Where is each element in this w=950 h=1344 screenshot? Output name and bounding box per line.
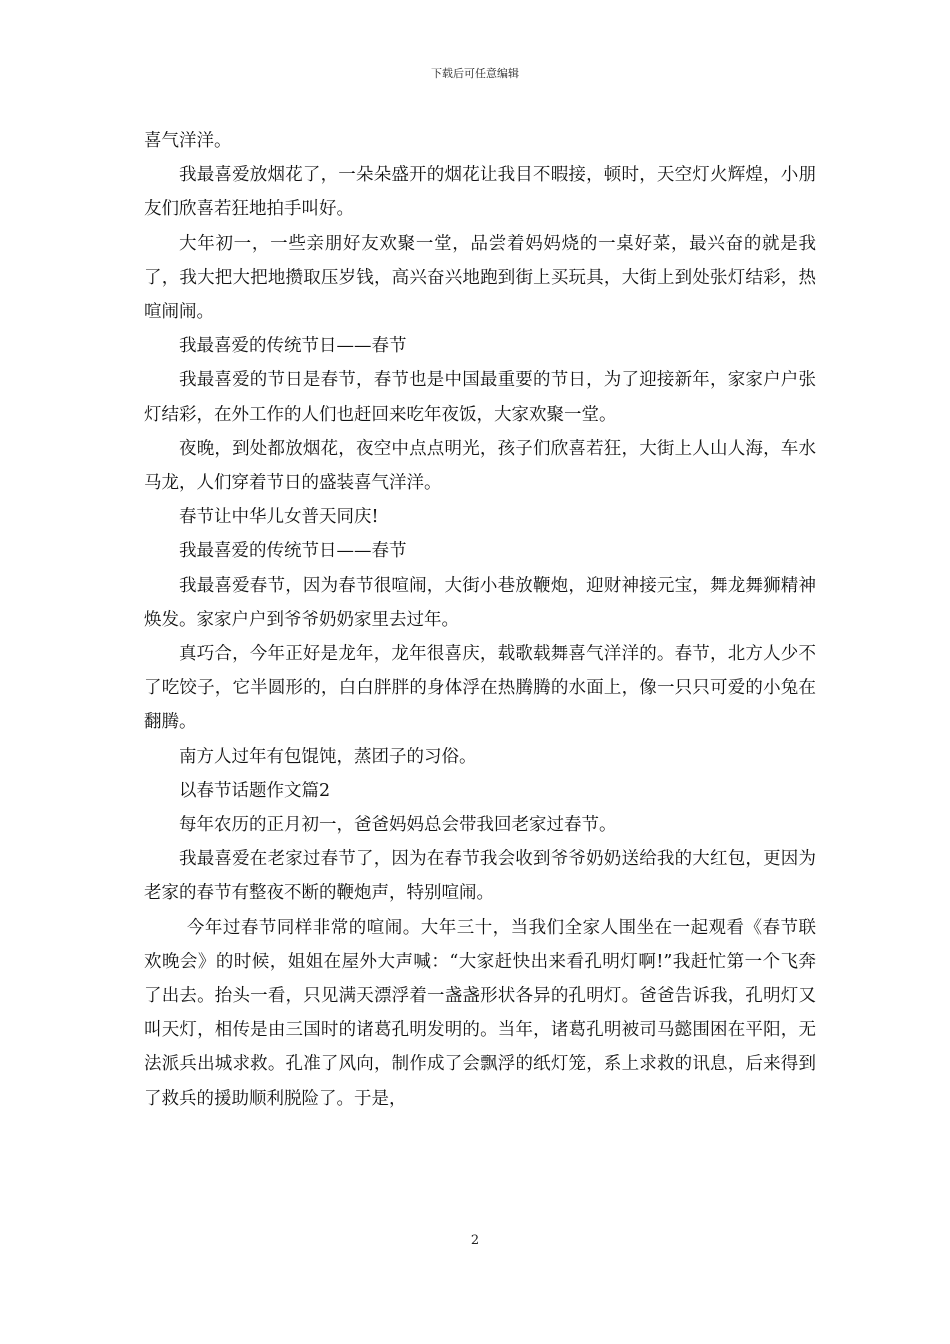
document-body (144, 124, 816, 1116)
paragraph: 我最喜爱放烟花了，一朵朵盛开的烟花让我目不暇接，顿时，天空灯火辉煌，小朋友们欣喜若狂地拍手叫好。 (144, 165, 816, 220)
paragraph: 大年初一，一些亲朋好友欢聚一堂，品尝着妈妈烧的一桌好菜，最兴奋的就是我了，我大把大把地攒取压岁钱，高兴奋兴地跑到街上买玩具，大街上到处张灯结彩，热喧闹闹。 (144, 233, 816, 323)
paragraph: 春节让中华儿女普天同庆! (179, 507, 379, 528)
paragraph: 夜晚，到处都放烟花，夜空中点点明光，孩子们欣喜若狂，大街上人山人海，车水马龙，人们穿着节日的盛装喜气洋洋。 (144, 438, 816, 494)
paragraph: 南方人过年有包馄饨，蒸团子的习俗。 (179, 746, 477, 767)
paragraph: 每年农历的正月初一，爸爸妈妈总会带我回老家过春节。 (179, 815, 617, 836)
paragraph: 真巧合，今年正好是龙年，龙年很喜庆，载歌载舞喜气洋洋的。春节，北方人少不了吃饺子，它半圆形的，白白胖胖的身体浮在热腾腾的水面上，像一只只可爱的小兔在翻腾。 (144, 644, 816, 733)
paragraph: 我最喜爱的传统节日——春节 (179, 336, 407, 357)
page-number: 2 (470, 1233, 480, 1248)
paragraph: 我最喜爱的传统节日——春节 (179, 541, 407, 562)
paragraph: 我最喜爱的节日是春节，春节也是中国最重要的节日，为了迎接新年，家家户户张灯结彩，在外工作的人们也赶回来吃年夜饭，大家欢聚一堂。 (144, 370, 816, 425)
paragraph: 以春节话题作文篇2 (179, 780, 331, 801)
paragraph: 我最喜爱在老家过春节了，因为在春节我会收到爷爷奶奶送给我的大红包，更因为老家的春节有整夜不断的鞭炮声，特别喧闹。 (144, 849, 816, 904)
paragraph: 我最喜爱春节，因为春节很喧闹，大街小巷放鞭炮，迎财神接元宝，舞龙舞狮精神焕发。家家户户到爷爷奶奶家里去过年。 (144, 575, 816, 630)
paragraph: 喜气洋洋。 (144, 131, 232, 151)
page-header-note: 下载后可任意编辑 (431, 67, 519, 80)
paragraph: 今年过春节同样非常的喧闹。大年三十，当我们全家人围坐在一起观看《春节联欢晚会》的时候，姐姐在屋外大声喊：“大家赶快出来看孔明灯啊!”我赶忙第一个飞奔了出去。抬头一看，只见满天漂浮着一盏盏形状各异的孔明灯。爸爸告诉我，孔明灯又叫天灯，相传是由三国时的诸葛孔明发明的。当年，诸葛孔明被司马懿围困在平阳，无法派兵出城求救。孔准了风向，制作成了会飘浮的纸灯笼，系上求救的讯息，后来得到了救兵的援助顺利脱险了。于是， (144, 917, 816, 1109)
